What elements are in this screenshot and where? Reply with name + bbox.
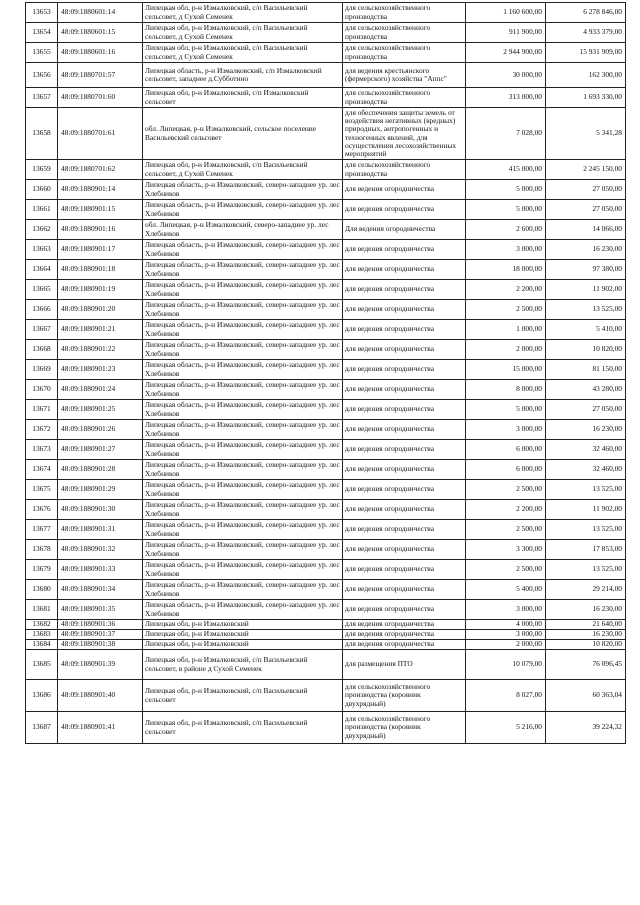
- address-cell: Липецкая обл, р-н Измалковский, с/п Васильевский сельсовет: [143, 712, 343, 744]
- cadastral-number-cell: 48:09:1880901:35: [58, 600, 143, 620]
- permitted-use-cell: для ведения огородничества: [343, 420, 466, 440]
- cadastral-number-cell: 48:09:1880601:15: [58, 23, 143, 43]
- cadastral-number-cell: 48:09:1880701:60: [58, 88, 143, 108]
- cadastral-value-cell: 16 230,00: [546, 630, 626, 640]
- cadastral-value-cell: 6 278 846,00: [546, 3, 626, 23]
- cadastral-number-cell: 48:09:1880901:15: [58, 200, 143, 220]
- permitted-use-cell: для ведения огородничества: [343, 320, 466, 340]
- table-row: [26, 220, 626, 240]
- permitted-use-cell: для ведения огородничества: [343, 560, 466, 580]
- cadastral-value-cell: 76 096,45: [546, 650, 626, 680]
- table-row: [26, 540, 626, 560]
- cadastral-number-cell: 48:09:1880901:23: [58, 360, 143, 380]
- area-cell: 313 000,00: [466, 88, 546, 108]
- record-number-cell: 13658: [26, 108, 58, 160]
- cadastral-value-cell: 27 050,00: [546, 180, 626, 200]
- cadastral-number-cell: 48:09:1880901:40: [58, 680, 143, 712]
- record-number-cell: 13655: [26, 43, 58, 63]
- permitted-use-cell: для размещения ПТО: [343, 650, 466, 680]
- cadastral-number-cell: 48:09:1880701:57: [58, 63, 143, 88]
- cadastral-number-cell: 48:09:1880901:39: [58, 650, 143, 680]
- area-cell: 1 160 600,00: [466, 3, 546, 23]
- permitted-use-cell: для ведения огородничества: [343, 340, 466, 360]
- cadastral-number-cell: 48:09:1880701:62: [58, 160, 143, 180]
- cadastral-value-cell: 16 230,00: [546, 420, 626, 440]
- table-row: [26, 240, 626, 260]
- cadastral-value-cell: 32 460,00: [546, 460, 626, 480]
- table-row: [26, 620, 626, 630]
- cadastral-value-cell: 13 525,00: [546, 520, 626, 540]
- record-number-cell: 13662: [26, 220, 58, 240]
- cadastral-value-cell: 162 300,00: [546, 63, 626, 88]
- table-row: [26, 400, 626, 420]
- permitted-use-cell: для ведения огородничества: [343, 400, 466, 420]
- record-number-cell: 13657: [26, 88, 58, 108]
- cadastral-value-cell: 5 341,28: [546, 108, 626, 160]
- permitted-use-cell: для ведения огородничества: [343, 280, 466, 300]
- area-cell: 2 500,00: [466, 520, 546, 540]
- permitted-use-cell: для ведения огородничества: [343, 480, 466, 500]
- address-cell: Липецкая область, р-н Измалковский, северо-западнее ур. лес Хлебников: [143, 540, 343, 560]
- record-number-cell: 13667: [26, 320, 58, 340]
- address-cell: Липецкая область, р-н Измалковский, северо-западнее ур. лес Хлебников: [143, 300, 343, 320]
- table-row: [26, 160, 626, 180]
- table-row: [26, 480, 626, 500]
- permitted-use-cell: для ведения огородничества: [343, 240, 466, 260]
- cadastral-number-cell: 48:09:1880701:61: [58, 108, 143, 160]
- permitted-use-cell: для ведения огородничества: [343, 500, 466, 520]
- address-cell: Липецкая обл, р-н Измалковский: [143, 630, 343, 640]
- area-cell: 7 028,00: [466, 108, 546, 160]
- permitted-use-cell: для сельскохозяйственного производства: [343, 88, 466, 108]
- record-number-cell: 13685: [26, 650, 58, 680]
- area-cell: 3 000,00: [466, 600, 546, 620]
- cadastral-number-cell: 48:09:1880901:38: [58, 640, 143, 650]
- table-row: [26, 108, 626, 160]
- cadastral-number-cell: 48:09:1880901:14: [58, 180, 143, 200]
- area-cell: 1 000,00: [466, 320, 546, 340]
- table-row: [26, 63, 626, 88]
- record-number-cell: 13668: [26, 340, 58, 360]
- table-row: [26, 630, 626, 640]
- permitted-use-cell: для ведения огородничества: [343, 640, 466, 650]
- address-cell: Липецкая область, р-н Измалковский, северо-западнее ур. лес Хлебников: [143, 340, 343, 360]
- cadastral-number-cell: 48:09:1880901:27: [58, 440, 143, 460]
- address-cell: Липецкая обл, р-н Измалковский, с/п Васильевский сельсовет, д Сухой Семенек: [143, 160, 343, 180]
- record-number-cell: 13677: [26, 520, 58, 540]
- address-cell: Липецкая область, р-н Измалковский, северо-западнее ур. лес Хлебников: [143, 560, 343, 580]
- address-cell: Липецкая область, р-н Измалковский, северо-западнее ур. лес Хлебников: [143, 480, 343, 500]
- area-cell: 2 500,00: [466, 480, 546, 500]
- cadastral-number-cell: 48:09:1880901:26: [58, 420, 143, 440]
- area-cell: 2 500,00: [466, 300, 546, 320]
- area-cell: 8 000,00: [466, 380, 546, 400]
- record-number-cell: 13679: [26, 560, 58, 580]
- cadastral-value-cell: 16 230,00: [546, 240, 626, 260]
- cadastral-number-cell: 48:09:1880901:33: [58, 560, 143, 580]
- table-row: [26, 680, 626, 712]
- cadastral-number-cell: 48:09:1880901:41: [58, 712, 143, 744]
- record-number-cell: 13660: [26, 180, 58, 200]
- record-number-cell: 13654: [26, 23, 58, 43]
- area-cell: 3 000,00: [466, 630, 546, 640]
- permitted-use-cell: для ведения огородничества: [343, 620, 466, 630]
- cadastral-number-cell: 48:09:1880901:21: [58, 320, 143, 340]
- cadastral-number-cell: 48:09:1880901:18: [58, 260, 143, 280]
- table-row: [26, 360, 626, 380]
- permitted-use-cell: для обеспечения защиты земель от воздействия негативных (вредных) природных, антропогенных и техногенных явлений, для осуществления лесохозяйственных мероприятий: [343, 108, 466, 160]
- address-cell: Липецкая область, р-н Измалковский, северо-западнее ур. лес Хлебников: [143, 600, 343, 620]
- area-cell: 4 000,00: [466, 620, 546, 630]
- permitted-use-cell: для ведения огородничества: [343, 440, 466, 460]
- table-row: [26, 200, 626, 220]
- permitted-use-cell: для ведения крестьянского (фермерского) хозяйства "Аппс": [343, 63, 466, 88]
- cadastral-number-cell: 48:09:1880601:14: [58, 3, 143, 23]
- table-row: [26, 320, 626, 340]
- area-cell: 5 216,00: [466, 712, 546, 744]
- cadastral-value-cell: 21 640,00: [546, 620, 626, 630]
- cadastral-number-cell: 48:09:1880901:16: [58, 220, 143, 240]
- cadastral-number-cell: 48:09:1880901:20: [58, 300, 143, 320]
- area-cell: 415 000,00: [466, 160, 546, 180]
- cadastral-number-cell: 48:09:1880901:32: [58, 540, 143, 560]
- permitted-use-cell: для сельскохозяйственного производства: [343, 160, 466, 180]
- permitted-use-cell: Для ведения огородничества: [343, 220, 466, 240]
- area-cell: 18 000,00: [466, 260, 546, 280]
- record-number-cell: 13673: [26, 440, 58, 460]
- area-cell: 6 000,00: [466, 460, 546, 480]
- cadastral-number-cell: 48:09:1880901:17: [58, 240, 143, 260]
- table-row: [26, 260, 626, 280]
- area-cell: 3 000,00: [466, 420, 546, 440]
- table-row: [26, 300, 626, 320]
- address-cell: Липецкая обл, р-н Измалковский, с/п Васильевский сельсовет, д Сухой Семенек: [143, 43, 343, 63]
- record-number-cell: 13686: [26, 680, 58, 712]
- table-row: [26, 650, 626, 680]
- area-cell: 911 900,00: [466, 23, 546, 43]
- area-cell: 2 200,00: [466, 500, 546, 520]
- cadastral-value-cell: 39 224,32: [546, 712, 626, 744]
- permitted-use-cell: для сельскохозяйственного производства: [343, 23, 466, 43]
- table-row: [26, 460, 626, 480]
- record-number-cell: 13678: [26, 540, 58, 560]
- table-row: [26, 560, 626, 580]
- cadastral-value-cell: 32 460,00: [546, 440, 626, 460]
- cadastral-number-cell: 48:09:1880901:37: [58, 630, 143, 640]
- table-row: [26, 500, 626, 520]
- address-cell: Липецкая область, р-н Измалковский, северо-западнее ур. лес Хлебников: [143, 500, 343, 520]
- cadastral-number-cell: 48:09:1880901:34: [58, 580, 143, 600]
- cadastral-value-cell: 13 525,00: [546, 300, 626, 320]
- record-number-cell: 13669: [26, 360, 58, 380]
- cadastral-number-cell: 48:09:1880901:30: [58, 500, 143, 520]
- record-number-cell: 13671: [26, 400, 58, 420]
- address-cell: Липецкая область, р-н Измалковский, северо-западнее ур. лес Хлебников: [143, 260, 343, 280]
- permitted-use-cell: для ведения огородничества: [343, 580, 466, 600]
- permitted-use-cell: для сельскохозяйственного производства (коровник двухрядный): [343, 680, 466, 712]
- record-number-cell: 13680: [26, 580, 58, 600]
- permitted-use-cell: для сельскохозяйственного производства: [343, 43, 466, 63]
- table-row: [26, 88, 626, 108]
- address-cell: Липецкая область, р-н Измалковский, северо-западнее ур. лес Хлебников: [143, 200, 343, 220]
- area-cell: 5 000,00: [466, 180, 546, 200]
- permitted-use-cell: для ведения огородничества: [343, 260, 466, 280]
- cadastral-number-cell: 48:09:1880901:28: [58, 460, 143, 480]
- record-number-cell: 13681: [26, 600, 58, 620]
- cadastral-value-cell: 13 525,00: [546, 560, 626, 580]
- area-cell: 5 000,00: [466, 400, 546, 420]
- cadastral-value-cell: 81 150,00: [546, 360, 626, 380]
- cadastral-value-cell: 5 410,00: [546, 320, 626, 340]
- address-cell: Липецкая обл, р-н Измалковский, с/п Васильевский сельсовет, д Сухой Семенек: [143, 3, 343, 23]
- cadastral-value-cell: 27 050,00: [546, 200, 626, 220]
- area-cell: 6 000,00: [466, 440, 546, 460]
- area-cell: 5 400,00: [466, 580, 546, 600]
- permitted-use-cell: для ведения огородничества: [343, 360, 466, 380]
- record-number-cell: 13687: [26, 712, 58, 744]
- record-number-cell: 13672: [26, 420, 58, 440]
- permitted-use-cell: для ведения огородничества: [343, 540, 466, 560]
- address-cell: Липецкая область, р-н Измалковский, северо-западнее ур. лес Хлебников: [143, 460, 343, 480]
- table-row: [26, 420, 626, 440]
- address-cell: Липецкая область, р-н Измалковский, северо-западнее ур. лес Хлебников: [143, 380, 343, 400]
- address-cell: обл. Липецкая, р-н Измалковский, сельское поселение Васильевский сельсовет: [143, 108, 343, 160]
- cadastral-value-cell: 1 693 330,00: [546, 88, 626, 108]
- cadastral-value-cell: 11 902,00: [546, 500, 626, 520]
- cadastral-value-cell: 13 525,00: [546, 480, 626, 500]
- address-cell: Липецкая область, р-н Измалковский, северо-западнее ур. лес Хлебников: [143, 520, 343, 540]
- address-cell: Липецкая обл, р-н Измалковский, с/п Измалковский сельсовет: [143, 88, 343, 108]
- address-cell: Липецкая обл, р-н Измалковский, с/п Васильевский сельсовет, в районе д Сухой Семенек: [143, 650, 343, 680]
- document-page: [25, 2, 625, 744]
- table-row: [26, 640, 626, 650]
- table-row: [26, 440, 626, 460]
- cadastral-number-cell: 48:09:1880901:22: [58, 340, 143, 360]
- area-cell: 30 000,00: [466, 63, 546, 88]
- cadastral-number-cell: 48:09:1880901:25: [58, 400, 143, 420]
- cadastral-value-cell: 16 230,00: [546, 600, 626, 620]
- cadastral-value-cell: 43 280,00: [546, 380, 626, 400]
- record-number-cell: 13665: [26, 280, 58, 300]
- table-row: [26, 180, 626, 200]
- area-cell: 3 300,00: [466, 540, 546, 560]
- cadastral-value-cell: 15 931 909,00: [546, 43, 626, 63]
- address-cell: Липецкая область, р-н Измалковский, северо-западнее ур. лес Хлебников: [143, 440, 343, 460]
- record-number-cell: 13661: [26, 200, 58, 220]
- cadastral-value-cell: 27 050,00: [546, 400, 626, 420]
- address-cell: Липецкая область, р-н Измалковский, северо-западнее ур. лес Хлебников: [143, 240, 343, 260]
- address-cell: Липецкая обл, р-н Измалковский, с/п Васильевский сельсовет, д Сухой Семенек: [143, 23, 343, 43]
- record-number-cell: 13663: [26, 240, 58, 260]
- area-cell: 2 500,00: [466, 560, 546, 580]
- record-number-cell: 13674: [26, 460, 58, 480]
- record-number-cell: 13683: [26, 630, 58, 640]
- cadastral-value-cell: 2 245 150,00: [546, 160, 626, 180]
- address-cell: Липецкая область, р-н Измалковский, северо-западнее ур. лес Хлебников: [143, 360, 343, 380]
- area-cell: 3 000,00: [466, 240, 546, 260]
- cadastral-number-cell: 48:09:1880901:36: [58, 620, 143, 630]
- record-number-cell: 13684: [26, 640, 58, 650]
- area-cell: 5 000,00: [466, 200, 546, 220]
- record-number-cell: 13676: [26, 500, 58, 520]
- permitted-use-cell: для ведения огородничества: [343, 380, 466, 400]
- permitted-use-cell: для ведения огородничества: [343, 520, 466, 540]
- table-body: [26, 3, 626, 744]
- cadastral-number-cell: 48:09:1880901:29: [58, 480, 143, 500]
- area-cell: 2 000,00: [466, 340, 546, 360]
- cadastral-value-cell: 11 902,00: [546, 280, 626, 300]
- record-number-cell: 13682: [26, 620, 58, 630]
- area-cell: 2 944 900,00: [466, 43, 546, 63]
- table-row: [26, 43, 626, 63]
- area-cell: 2 000,00: [466, 640, 546, 650]
- area-cell: 10 079,00: [466, 650, 546, 680]
- table-row: [26, 580, 626, 600]
- area-cell: 15 000,00: [466, 360, 546, 380]
- cadastral-value-cell: 29 214,00: [546, 580, 626, 600]
- area-cell: 8 027,00: [466, 680, 546, 712]
- area-cell: 2 200,00: [466, 280, 546, 300]
- table-row: [26, 340, 626, 360]
- address-cell: Липецкая обл, р-н Измалковский: [143, 640, 343, 650]
- address-cell: Липецкая область, р-н Измалковский, северо-западнее ур. лес Хлебников: [143, 400, 343, 420]
- table-row: [26, 380, 626, 400]
- cadastral-value-cell: 97 380,00: [546, 260, 626, 280]
- permitted-use-cell: для ведения огородничества: [343, 460, 466, 480]
- cadastral-number-cell: 48:09:1880901:31: [58, 520, 143, 540]
- land-plots-table: [25, 2, 626, 744]
- address-cell: Липецкая область, р-н Измалковский, северо-западнее ур. лес Хлебников: [143, 320, 343, 340]
- table-row: [26, 600, 626, 620]
- record-number-cell: 13659: [26, 160, 58, 180]
- record-number-cell: 13656: [26, 63, 58, 88]
- cadastral-value-cell: 4 933 379,00: [546, 23, 626, 43]
- table-row: [26, 23, 626, 43]
- cadastral-value-cell: 14 066,00: [546, 220, 626, 240]
- cadastral-value-cell: 10 820,00: [546, 640, 626, 650]
- record-number-cell: 13670: [26, 380, 58, 400]
- cadastral-number-cell: 48:09:1880601:16: [58, 43, 143, 63]
- cadastral-value-cell: 17 853,00: [546, 540, 626, 560]
- address-cell: Липецкая обл, р-н Измалковский, с/п Васильевский сельсовет: [143, 680, 343, 712]
- table-row: [26, 3, 626, 23]
- table-row: [26, 520, 626, 540]
- permitted-use-cell: для ведения огородничества: [343, 630, 466, 640]
- record-number-cell: 13664: [26, 260, 58, 280]
- permitted-use-cell: для сельскохозяйственного производства (коровник двухрядный): [343, 712, 466, 744]
- permitted-use-cell: для ведения огородничества: [343, 600, 466, 620]
- cadastral-value-cell: 60 363,04: [546, 680, 626, 712]
- address-cell: Липецкая область, р-н Измалковский, северо-западнее ур. лес Хлебников: [143, 420, 343, 440]
- address-cell: обл. Липецкая, р-н Измалковский, северо-западнее ур. лес Хлебников: [143, 220, 343, 240]
- address-cell: Липецкая область, р-н Измалковский, северо-западнее ур. лес Хлебников: [143, 280, 343, 300]
- permitted-use-cell: для ведения огородничества: [343, 180, 466, 200]
- permitted-use-cell: для сельскохозяйственного производства: [343, 3, 466, 23]
- record-number-cell: 13653: [26, 3, 58, 23]
- cadastral-number-cell: 48:09:1880901:19: [58, 280, 143, 300]
- cadastral-number-cell: 48:09:1880901:24: [58, 380, 143, 400]
- table-row: [26, 280, 626, 300]
- permitted-use-cell: для ведения огородничества: [343, 300, 466, 320]
- address-cell: Липецкая область, р-н Измалковский, северо-западнее ур. лес Хлебников: [143, 180, 343, 200]
- area-cell: 2 600,00: [466, 220, 546, 240]
- record-number-cell: 13675: [26, 480, 58, 500]
- address-cell: Липецкая область, р-н Измалковский, с/п Измалковский сельсовет, западнее д.Субботино: [143, 63, 343, 88]
- cadastral-value-cell: 10 820,00: [546, 340, 626, 360]
- address-cell: Липецкая обл, р-н Измалковский: [143, 620, 343, 630]
- record-number-cell: 13666: [26, 300, 58, 320]
- address-cell: Липецкая область, р-н Измалковский, северо-западнее ур. лес Хлебников: [143, 580, 343, 600]
- permitted-use-cell: для ведения огородничества: [343, 200, 466, 220]
- table-row: [26, 712, 626, 744]
